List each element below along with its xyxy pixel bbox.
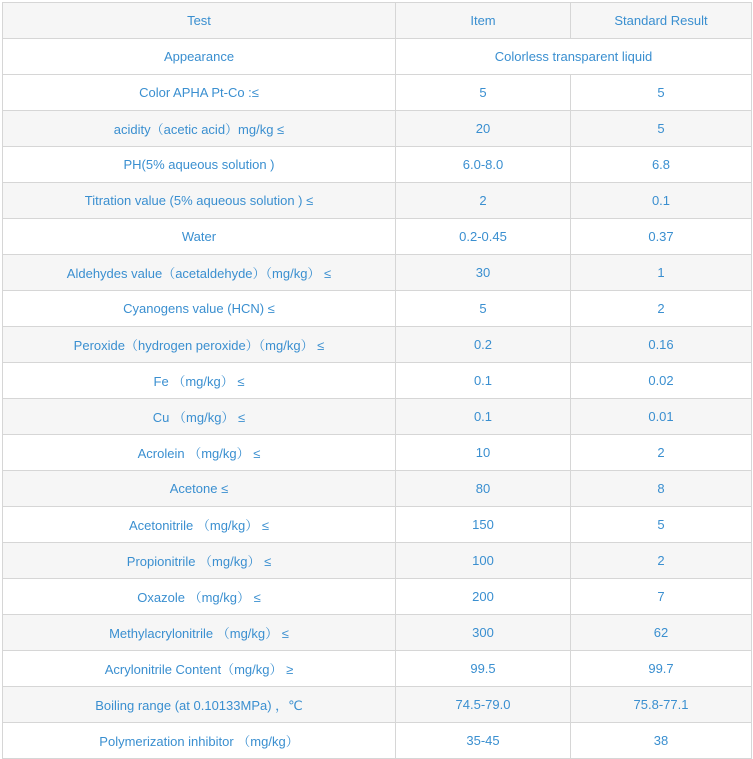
appearance-value: Colorless transparent liquid xyxy=(396,39,752,75)
item-cell: 80 xyxy=(396,471,571,507)
test-cell: Water xyxy=(3,219,396,255)
item-cell: 2 xyxy=(396,183,571,219)
result-cell: 5 xyxy=(571,507,752,543)
test-cell: Color APHA Pt-Co :≤ xyxy=(3,75,396,111)
table-row xyxy=(3,651,752,687)
item-cell: 35-45 xyxy=(396,723,571,759)
test-cell: Propionitrile （mg/kg） ≤ xyxy=(3,543,396,579)
table-row xyxy=(3,255,752,291)
item-cell: 0.2-0.45 xyxy=(396,219,571,255)
appearance-label: Appearance xyxy=(3,39,396,75)
table-header-row xyxy=(3,3,752,39)
table-row xyxy=(3,363,752,399)
table-row xyxy=(3,615,752,651)
result-cell: 0.02 xyxy=(571,363,752,399)
result-cell: 38 xyxy=(571,723,752,759)
test-cell: Cyanogens value (HCN) ≤ xyxy=(3,291,396,327)
result-cell: 75.8-77.1 xyxy=(571,687,752,723)
result-cell: 2 xyxy=(571,543,752,579)
table-row xyxy=(3,183,752,219)
result-cell: 1 xyxy=(571,255,752,291)
item-cell: 0.1 xyxy=(396,399,571,435)
header-standard-result: Standard Result xyxy=(571,3,752,39)
test-cell: Acetone ≤ xyxy=(3,471,396,507)
item-cell: 300 xyxy=(396,615,571,651)
result-cell: 2 xyxy=(571,291,752,327)
item-cell: 6.0-8.0 xyxy=(396,147,571,183)
test-cell: Methylacrylonitrile （mg/kg） ≤ xyxy=(3,615,396,651)
result-cell: 0.16 xyxy=(571,327,752,363)
spec-table xyxy=(2,2,752,759)
result-cell: 2 xyxy=(571,435,752,471)
table-row xyxy=(3,291,752,327)
item-cell: 99.5 xyxy=(396,651,571,687)
result-cell: 0.01 xyxy=(571,399,752,435)
header-item: Item xyxy=(396,3,571,39)
result-cell: 0.37 xyxy=(571,219,752,255)
table-row xyxy=(3,435,752,471)
test-cell: Acetonitrile （mg/kg） ≤ xyxy=(3,507,396,543)
result-cell: 62 xyxy=(571,615,752,651)
table-row xyxy=(3,75,752,111)
item-cell: 20 xyxy=(396,111,571,147)
test-cell: Fe （mg/kg） ≤ xyxy=(3,363,396,399)
result-cell: 0.1 xyxy=(571,183,752,219)
result-cell: 6.8 xyxy=(571,147,752,183)
table-row xyxy=(3,471,752,507)
table-row xyxy=(3,543,752,579)
item-cell: 100 xyxy=(396,543,571,579)
item-cell: 74.5-79.0 xyxy=(396,687,571,723)
table-row xyxy=(3,687,752,723)
item-cell: 150 xyxy=(396,507,571,543)
test-cell: acidity（acetic acid）mg/kg ≤ xyxy=(3,111,396,147)
item-cell: 0.2 xyxy=(396,327,571,363)
item-cell: 5 xyxy=(396,75,571,111)
test-cell: PH(5% aqueous solution ) xyxy=(3,147,396,183)
result-cell: 7 xyxy=(571,579,752,615)
item-cell: 0.1 xyxy=(396,363,571,399)
result-cell: 5 xyxy=(571,111,752,147)
item-cell: 200 xyxy=(396,579,571,615)
test-cell: Titration value (5% aqueous solution ) ≤ xyxy=(3,183,396,219)
table-row xyxy=(3,507,752,543)
table-row xyxy=(3,399,752,435)
table-body xyxy=(3,39,752,759)
table-row xyxy=(3,723,752,759)
appearance-row xyxy=(3,39,752,75)
test-cell: Oxazole （mg/kg） ≤ xyxy=(3,579,396,615)
test-cell: Polymerization inhibitor （mg/kg） xyxy=(3,723,396,759)
item-cell: 5 xyxy=(396,291,571,327)
item-cell: 10 xyxy=(396,435,571,471)
table-row xyxy=(3,327,752,363)
result-cell: 99.7 xyxy=(571,651,752,687)
test-cell: Cu （mg/kg） ≤ xyxy=(3,399,396,435)
result-cell: 8 xyxy=(571,471,752,507)
item-cell: 30 xyxy=(396,255,571,291)
table-row xyxy=(3,147,752,183)
result-cell: 5 xyxy=(571,75,752,111)
test-cell: Boiling range (at 0.10133MPa) ，℃ xyxy=(3,687,396,723)
test-cell: Aldehydes value（acetaldehyde）（mg/kg） ≤ xyxy=(3,255,396,291)
table-row xyxy=(3,219,752,255)
test-cell: Acrylonitrile Content（mg/kg） ≥ xyxy=(3,651,396,687)
header-test: Test xyxy=(3,3,396,39)
table-row xyxy=(3,111,752,147)
table-row xyxy=(3,579,752,615)
test-cell: Peroxide（hydrogen peroxide）（mg/kg） ≤ xyxy=(3,327,396,363)
test-cell: Acrolein （mg/kg） ≤ xyxy=(3,435,396,471)
